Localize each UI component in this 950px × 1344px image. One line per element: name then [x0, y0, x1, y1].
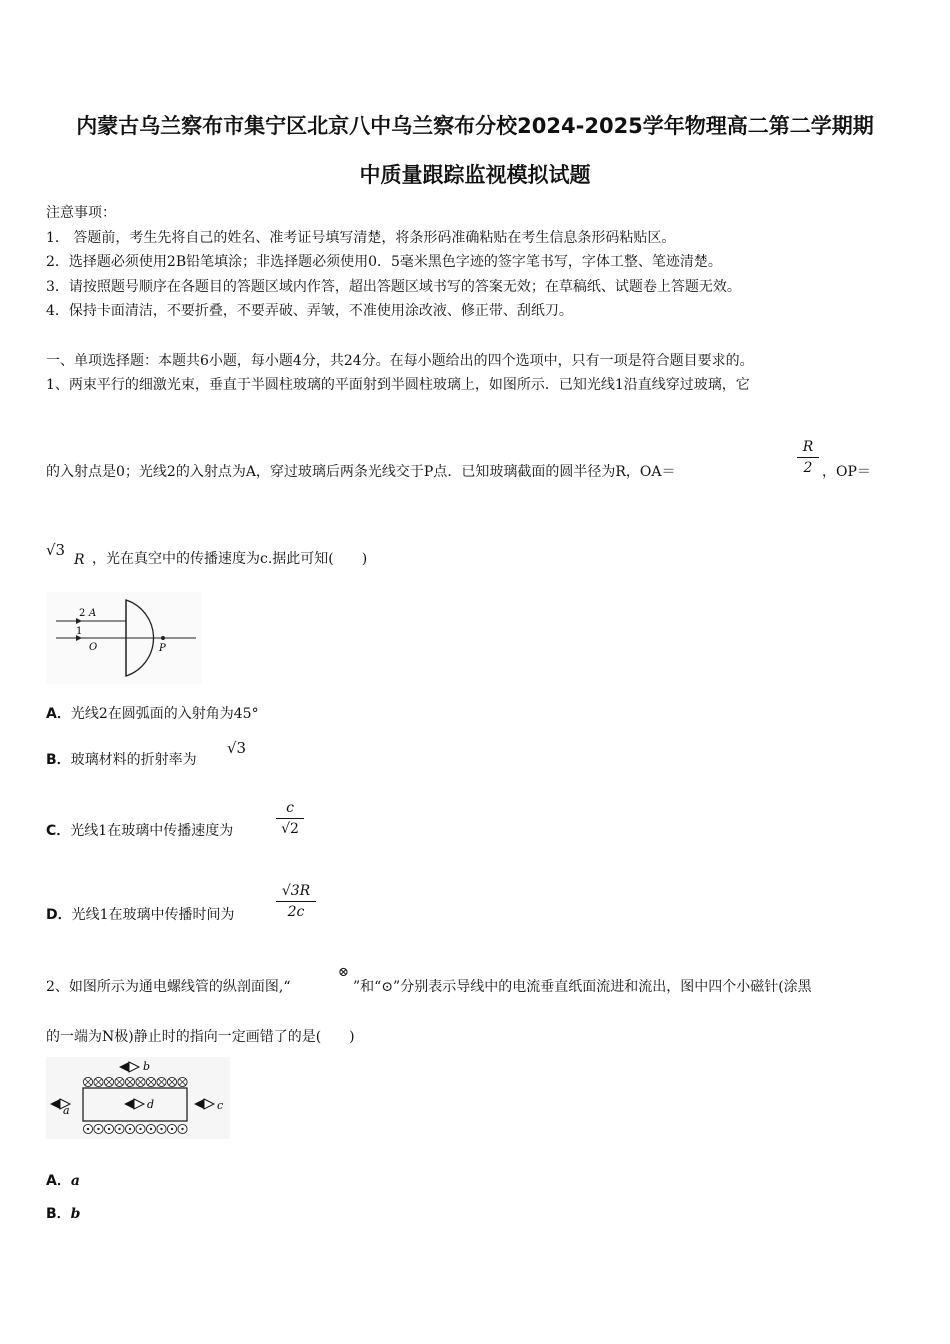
q1-option-b-text: 玻璃材料的折射率为	[70, 752, 197, 768]
q2-option-b[interactable]	[46, 1207, 80, 1221]
q1-option-d-fraction	[276, 884, 316, 919]
current-into-page-icon	[83, 1077, 92, 1086]
current-into-page-icon	[167, 1077, 176, 1086]
q1-fraction-numerator: R	[797, 440, 819, 458]
current-out-of-page-icon	[146, 1124, 155, 1133]
q1-option-c-denominator: √2	[281, 821, 299, 837]
current-out-of-page-icon	[167, 1124, 176, 1133]
current-out-of-page-icon	[83, 1124, 92, 1133]
current-into-page-icon	[94, 1077, 103, 1086]
notice-item-1: 1． 答题前，考生先将自己的姓名、准考证号填写清楚，将条形码准确粘贴在考生信息条形码粘贴区。	[46, 230, 676, 246]
current-into-page-icon	[157, 1077, 166, 1086]
q1-option-c-numerator: c	[276, 801, 304, 819]
label-b: b	[143, 1060, 151, 1073]
point-p-dot	[161, 636, 165, 640]
label-a-q2: a	[63, 1104, 70, 1117]
q1-option-d-numerator: √3R	[276, 884, 316, 902]
notice-item-3: 3．请按照题号顺序在各题目的答题区域内作答，超出答题区域书写的答案无效；在草稿纸、试题卷上答题无效。	[46, 279, 741, 295]
current-into-page-icon	[115, 1077, 124, 1086]
current-out-of-page-icon	[136, 1124, 145, 1133]
q1-stem-line-1: 1、两束平行的细激光束，垂直于半圆柱玻璃的平面射到半圆柱玻璃上，如图所示．已知光线1沿直线穿过玻璃，它	[46, 377, 750, 393]
q1-option-d-denominator: 2c	[287, 904, 305, 920]
q2-symbol-into-page-icon: ⊗	[338, 965, 349, 980]
q1-option-b-label: B．	[46, 752, 71, 768]
q1-fraction-r-over-2	[797, 440, 819, 475]
current-into-page-icon	[178, 1077, 187, 1086]
current-out-of-page-icon	[115, 1124, 124, 1133]
q1-option-b-math: √3	[227, 739, 247, 757]
current-out-of-page-icon	[104, 1124, 113, 1133]
q1-stem-line-2	[46, 465, 675, 479]
current-into-page-icon	[104, 1077, 113, 1086]
q1-fraction-denominator: 2	[803, 460, 813, 476]
q1-radius-symbol: R	[74, 552, 85, 568]
q1-option-a-label: A．	[46, 706, 71, 722]
notice-heading: 注意事项：	[46, 205, 116, 221]
current-out-of-page-icon	[94, 1124, 103, 1133]
q2-option-b-label: B．	[46, 1206, 71, 1222]
q1-stem-line-2-text: 的入射点是0；光线2的入射点为A，穿过玻璃后两条光线交于P点．已知玻璃截面的圆半径为R，OA＝	[46, 464, 676, 480]
q1-option-d-text: 光线1在玻璃中传播时间为	[71, 907, 235, 923]
q1-half-cylinder-figure	[46, 592, 202, 684]
label-d: d	[147, 1098, 155, 1111]
q1-option-c-fraction	[276, 801, 304, 836]
q2-stem-line-1b: ”和“⊙”分别表示导线中的电流垂直纸面流进和流出，图中四个小磁针(涂黑	[353, 979, 812, 995]
q2-option-a-text: a	[70, 1173, 80, 1189]
current-out-of-page-icon	[125, 1124, 134, 1133]
notice-item-2: 2．选择题必须使用2B铅笔填涂；非选择题必须使用0．5毫米黑色字迹的签字笔书写，字体工整、笔迹清楚。	[46, 254, 722, 270]
q1-option-a[interactable]	[46, 707, 259, 721]
page-title-line-2: 中质量跟踪监视模拟试题	[359, 163, 591, 187]
q2-option-a[interactable]	[46, 1174, 80, 1188]
label-ray-1: 1	[76, 626, 83, 637]
q1-option-a-text: 光线2在圆弧面的入射角为45°	[70, 706, 259, 722]
q1-option-d-label: D．	[46, 907, 72, 923]
q1-sqrt3: √3	[46, 541, 66, 559]
current-into-page-icon	[136, 1077, 145, 1086]
q2-stem-line-2: 的一端为N极)静止时的指向一定画错了的是( )	[46, 1029, 355, 1045]
q2-solenoid-figure	[46, 1057, 230, 1139]
q2-option-a-label: A．	[46, 1173, 71, 1189]
page-title-line-1: 内蒙古乌兰察布市集宁区北京八中乌兰察布分校2024-2025学年物理高二第二学期期	[76, 114, 874, 138]
label-a: A	[89, 608, 97, 619]
label-o: O	[89, 642, 98, 653]
q1-option-b[interactable]	[46, 753, 197, 767]
current-into-page-icon	[125, 1077, 134, 1086]
q1-stem-line-3: ，光在真空中的传播速度为c.据此可知( )	[92, 551, 368, 567]
q1-option-c-text: 光线1在玻璃中传播速度为	[70, 823, 234, 839]
label-c: c	[217, 1099, 224, 1112]
notice-item-4: 4．保持卡面清洁，不要折叠，不要弄破、弄皱，不准使用涂改液、修正带、刮纸刀。	[46, 303, 573, 319]
label-ray-2: 2	[79, 608, 86, 619]
q1-option-c[interactable]	[46, 824, 233, 838]
q1-option-c-label: C．	[46, 823, 71, 839]
current-out-of-page-icon	[157, 1124, 166, 1133]
label-p: P	[159, 643, 166, 654]
q2-option-b-text: b	[70, 1206, 81, 1222]
section-heading: 一、单项选择题：本题共6小题，每小题4分，共24分。在每小题给出的四个选项中，只有一项是符合题目要求的。	[46, 353, 754, 369]
current-out-of-page-icon	[178, 1124, 187, 1133]
q2-stem-line-1a: 2、如图所示为通电螺线管的纵剖面图,“	[46, 979, 291, 995]
q1-stem-line-2-end: ，OP＝	[822, 464, 871, 480]
q1-option-d[interactable]	[46, 908, 235, 922]
current-into-page-icon	[146, 1077, 155, 1086]
